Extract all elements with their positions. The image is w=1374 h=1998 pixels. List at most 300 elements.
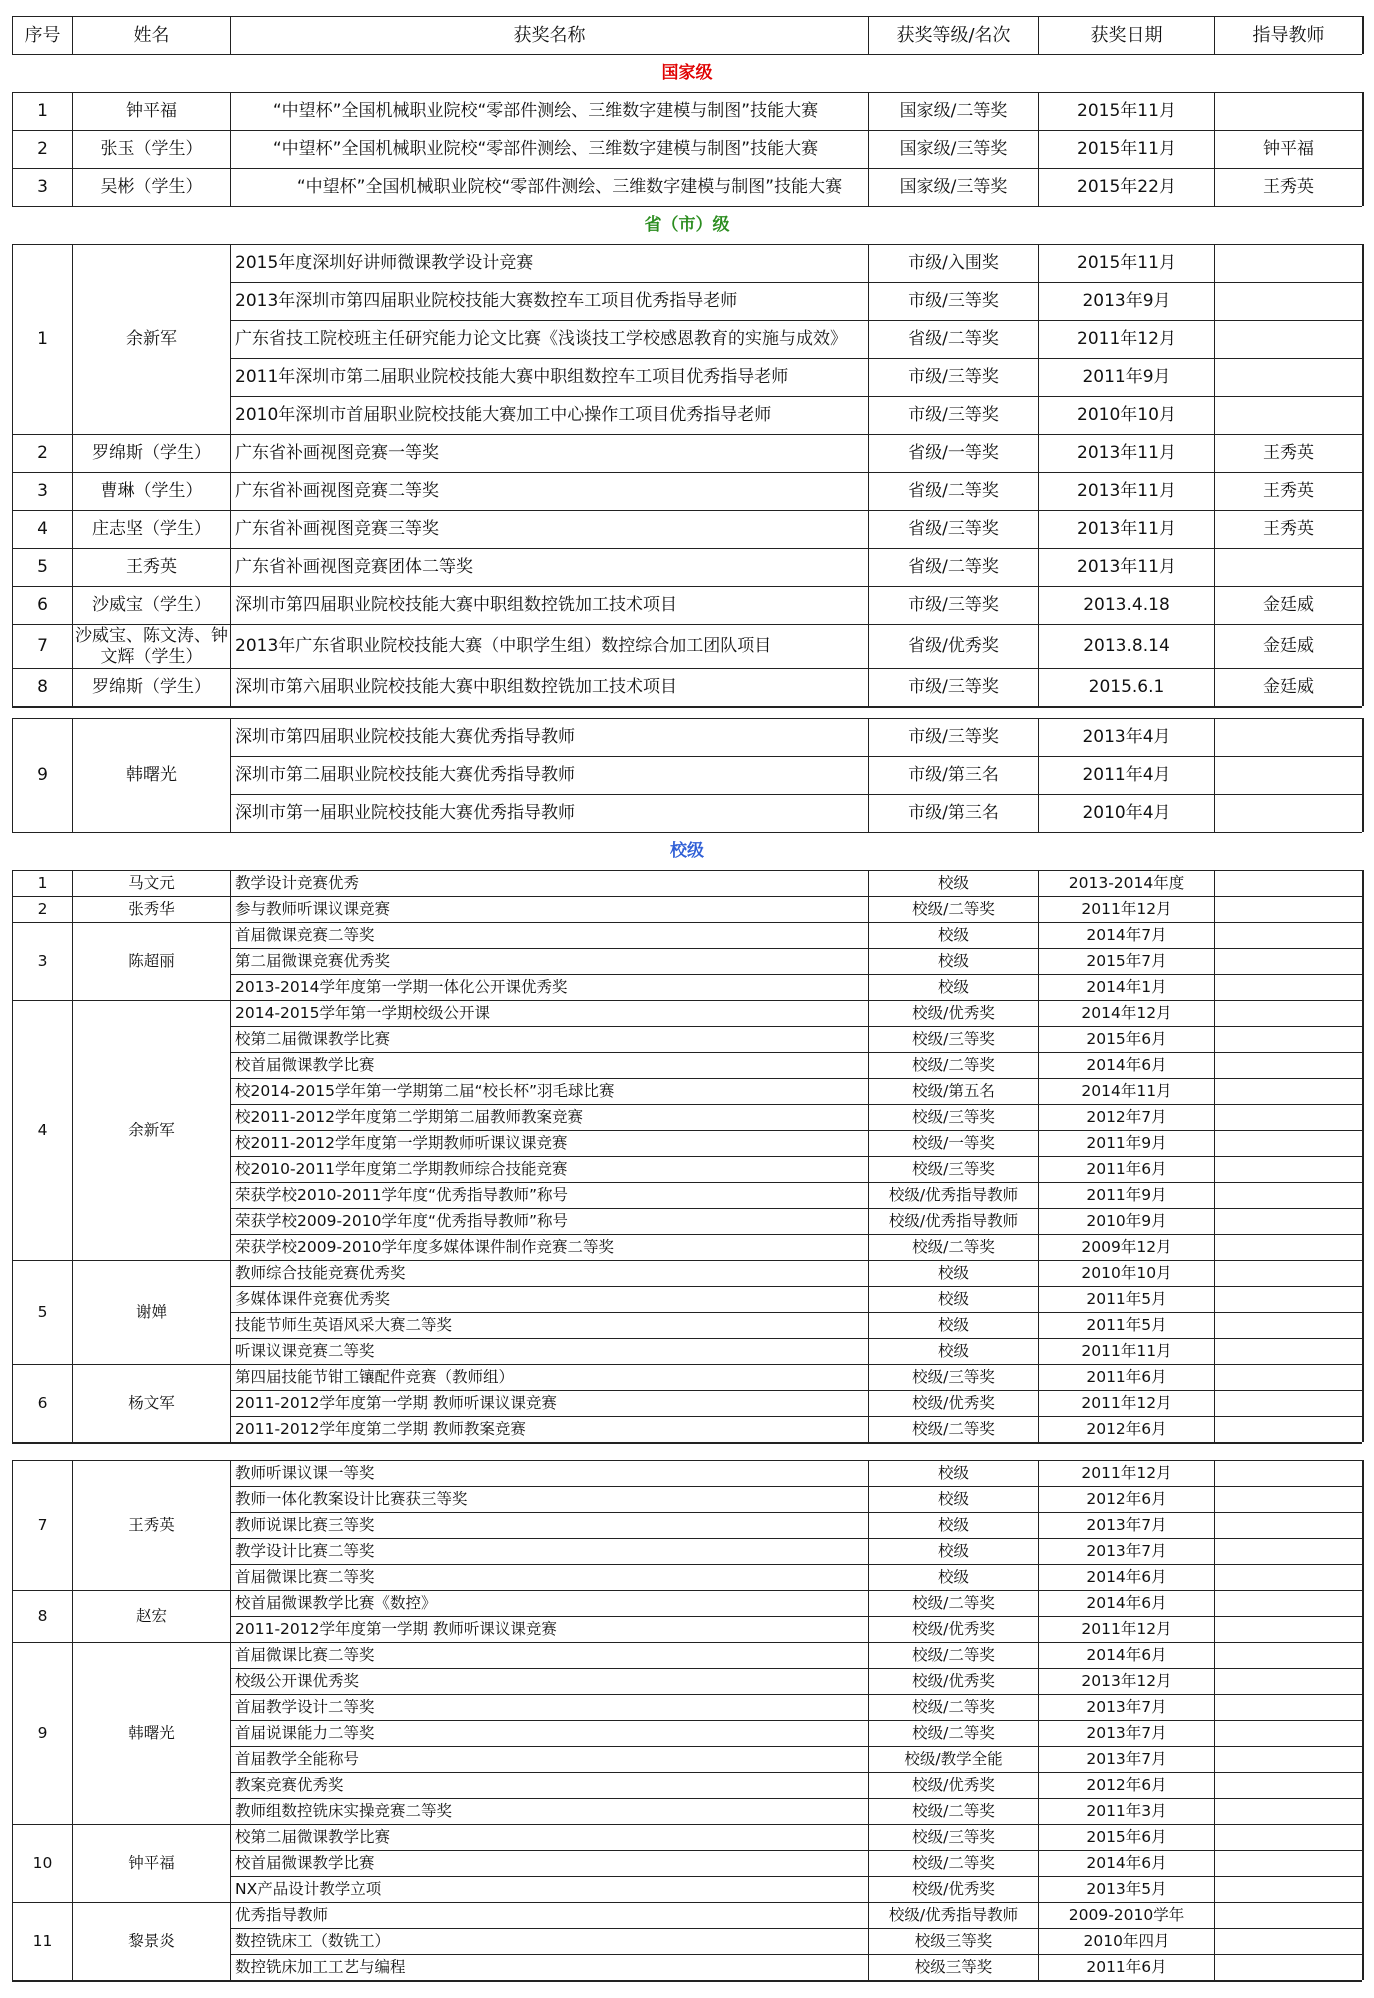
row-number: 6 <box>12 586 72 624</box>
advisor-teacher <box>1214 1338 1362 1364</box>
row-number: 5 <box>12 548 72 586</box>
award-level: 市级/三等奖 <box>868 668 1038 706</box>
header-name: 姓名 <box>72 16 230 54</box>
award-name: 第二届微课竞赛优秀奖 <box>230 948 868 974</box>
award-name: 校2010-2011学年度第二学期教师综合技能竞赛 <box>230 1156 868 1182</box>
award-name: 教师说课比赛三等奖 <box>230 1512 868 1538</box>
advisor-teacher <box>1214 1052 1362 1078</box>
award-date: 2014年7月 <box>1038 922 1214 948</box>
award-date: 2011年12月 <box>1038 896 1214 922</box>
row-number: 11 <box>12 1902 72 1980</box>
advisor-teacher <box>1214 1460 1362 1486</box>
award-level: 校级/优秀奖 <box>868 1772 1038 1798</box>
row-number: 3 <box>12 168 72 206</box>
person-name: 张秀华 <box>72 896 230 922</box>
person-name: 吴彬（学生） <box>72 168 230 206</box>
award-level: 校级/三等奖 <box>868 1026 1038 1052</box>
advisor-teacher <box>1214 1208 1362 1234</box>
advisor-teacher <box>1214 922 1362 948</box>
award-name: 首届教学设计二等奖 <box>230 1694 868 1720</box>
advisor-teacher <box>1214 1364 1362 1390</box>
award-name: 首届微课比赛二等奖 <box>230 1564 868 1590</box>
award-level: 市级/入围奖 <box>868 244 1038 282</box>
advisor-teacher <box>1214 1538 1362 1564</box>
advisor-teacher <box>1214 1026 1362 1052</box>
advisor-teacher <box>1214 1798 1362 1824</box>
grid-line <box>1362 472 1364 510</box>
award-date: 2011年11月 <box>1038 1338 1214 1364</box>
row-number: 1 <box>12 244 72 434</box>
person-name: 马文元 <box>72 870 230 896</box>
grid-line <box>1362 358 1364 396</box>
award-date: 2014年6月 <box>1038 1590 1214 1616</box>
row-number: 2 <box>12 130 72 168</box>
award-level: 省级/三等奖 <box>868 510 1038 548</box>
award-date: 2010年四月 <box>1038 1928 1214 1954</box>
grid-line <box>1362 1720 1364 1746</box>
award-date: 2011年9月 <box>1038 1130 1214 1156</box>
award-date: 2011年9月 <box>1038 1182 1214 1208</box>
award-name: “中望杯”全国机械职业院校“零部件测绘、三维数字建模与制图”技能大赛 <box>230 168 868 206</box>
award-level: 国家级/三等奖 <box>868 168 1038 206</box>
grid-line <box>1362 1798 1364 1824</box>
award-level: 校级/二等奖 <box>868 1694 1038 1720</box>
award-date: 2011年4月 <box>1038 756 1214 794</box>
person-name: 余新军 <box>72 1000 230 1260</box>
award-level: 校级 <box>868 974 1038 1000</box>
award-name: 多媒体课件竞赛优秀奖 <box>230 1286 868 1312</box>
grid-line <box>1362 1260 1364 1286</box>
award-date: 2013年7月 <box>1038 1694 1214 1720</box>
grid-line <box>1362 1772 1364 1798</box>
award-name: 首届教学全能称号 <box>230 1746 868 1772</box>
award-name: 优秀指导教师 <box>230 1902 868 1928</box>
advisor-teacher <box>1214 1390 1362 1416</box>
award-name: 深圳市第六届职业院校技能大赛中职组数控铣加工技术项目 <box>230 668 868 706</box>
row-number: 4 <box>12 510 72 548</box>
advisor-teacher <box>1214 1234 1362 1260</box>
award-level: 校级/二等奖 <box>868 896 1038 922</box>
award-level: 校级/优秀奖 <box>868 1616 1038 1642</box>
award-date: 2011年12月 <box>1038 1616 1214 1642</box>
row-number: 7 <box>12 1460 72 1590</box>
advisor-teacher <box>1214 1616 1362 1642</box>
award-date: 2010年10月 <box>1038 1260 1214 1286</box>
award-date: 2013年12月 <box>1038 1668 1214 1694</box>
award-level: 校级/二等奖 <box>868 1720 1038 1746</box>
grid-line <box>1362 1668 1364 1694</box>
grid-line <box>1362 1182 1364 1208</box>
award-date: 2011年12月 <box>1038 1390 1214 1416</box>
award-level: 校级/二等奖 <box>868 1798 1038 1824</box>
grid-line <box>1362 1364 1364 1390</box>
award-date: 2013.8.14 <box>1038 624 1214 668</box>
advisor-teacher <box>1214 1130 1362 1156</box>
advisor-teacher: 王秀英 <box>1214 510 1362 548</box>
award-date: 2013年7月 <box>1038 1746 1214 1772</box>
person-name: 庄志坚（学生） <box>72 510 230 548</box>
person-name: 黎景炎 <box>72 1902 230 1980</box>
award-name: “中望杯”全国机械职业院校“零部件测绘、三维数字建模与制图”技能大赛 <box>230 130 868 168</box>
award-level: 校级 <box>868 1538 1038 1564</box>
grid-line <box>1362 1902 1364 1928</box>
award-date: 2013年11月 <box>1038 548 1214 586</box>
award-date: 2015年7月 <box>1038 948 1214 974</box>
award-date: 2013年9月 <box>1038 282 1214 320</box>
award-level: 校级/二等奖 <box>868 1850 1038 1876</box>
award-name: 校2011-2012学年度第二学期第二届教师教案竞赛 <box>230 1104 868 1130</box>
award-level: 校级/优秀指导教师 <box>868 1182 1038 1208</box>
grid-line <box>1362 1694 1364 1720</box>
advisor-teacher <box>1214 1642 1362 1668</box>
person-name: 钟平福 <box>72 1824 230 1902</box>
award-name: 广东省技工院校班主任研究能力论文比赛《浅谈技工学校感恩教育的实施与成效》 <box>230 320 868 358</box>
award-name: 2015年度深圳好讲师微课教学设计竞赛 <box>230 244 868 282</box>
advisor-teacher <box>1214 1668 1362 1694</box>
award-level: 省级/二等奖 <box>868 320 1038 358</box>
award-level: 国家级/三等奖 <box>868 130 1038 168</box>
award-name: “中望杯”全国机械职业院校“零部件测绘、三维数字建模与制图”技能大赛 <box>230 92 868 130</box>
award-date: 2011年5月 <box>1038 1286 1214 1312</box>
award-date: 2015年11月 <box>1038 244 1214 282</box>
person-name: 王秀英 <box>72 1460 230 1590</box>
award-date: 2011年9月 <box>1038 358 1214 396</box>
award-level: 校级/第五名 <box>868 1078 1038 1104</box>
award-date: 2015.6.1 <box>1038 668 1214 706</box>
grid-line <box>1362 1338 1364 1364</box>
award-date: 2014年11月 <box>1038 1078 1214 1104</box>
award-date: 2012年7月 <box>1038 1104 1214 1130</box>
award-date: 2015年11月 <box>1038 130 1214 168</box>
award-name: 深圳市第四届职业院校技能大赛中职组数控铣加工技术项目 <box>230 586 868 624</box>
award-level: 市级/三等奖 <box>868 718 1038 756</box>
award-date: 2013年11月 <box>1038 510 1214 548</box>
grid-line <box>1362 1026 1364 1052</box>
header-award: 获奖名称 <box>230 16 868 54</box>
header-date: 获奖日期 <box>1038 16 1214 54</box>
advisor-teacher <box>1214 244 1362 282</box>
award-date: 2014年12月 <box>1038 1000 1214 1026</box>
advisor-teacher <box>1214 1954 1362 1980</box>
award-date: 2013年4月 <box>1038 718 1214 756</box>
grid-line <box>1362 1876 1364 1902</box>
person-name: 王秀英 <box>72 548 230 586</box>
person-name: 钟平福 <box>72 92 230 130</box>
award-name: 2010年深圳市首届职业院校技能大赛加工中心操作工项目优秀指导老师 <box>230 396 868 434</box>
section-title-provincial: 省（市）级 <box>12 206 1362 244</box>
award-name: 教学设计比赛二等奖 <box>230 1538 868 1564</box>
grid-line <box>1362 244 1364 282</box>
grid-line <box>1362 1850 1364 1876</box>
award-name: 校首届微课教学比赛《数控》 <box>230 1590 868 1616</box>
advisor-teacher: 王秀英 <box>1214 434 1362 472</box>
advisor-teacher <box>1214 1928 1362 1954</box>
award-date: 2011年6月 <box>1038 1156 1214 1182</box>
award-level: 校级 <box>868 1486 1038 1512</box>
award-name: 教学设计竞赛优秀 <box>230 870 868 896</box>
grid-line <box>1362 624 1364 668</box>
award-date: 2015年11月 <box>1038 92 1214 130</box>
row-number: 1 <box>12 870 72 896</box>
award-date: 2014年6月 <box>1038 1052 1214 1078</box>
person-name: 杨文军 <box>72 1364 230 1442</box>
grid-line <box>1362 1642 1364 1668</box>
section-title-national: 国家级 <box>12 54 1362 92</box>
advisor-teacher <box>1214 1694 1362 1720</box>
advisor-teacher <box>1214 358 1362 396</box>
award-date: 2013年5月 <box>1038 1876 1214 1902</box>
award-name: 校2011-2012学年度第一学期教师听课议课竞赛 <box>230 1130 868 1156</box>
award-level: 校级 <box>868 922 1038 948</box>
row-number: 3 <box>12 922 72 1000</box>
row-number: 8 <box>12 1590 72 1642</box>
award-name: 校第二届微课教学比赛 <box>230 1026 868 1052</box>
award-name: 2011-2012学年度第二学期 教师教案竞赛 <box>230 1416 868 1442</box>
advisor-teacher: 王秀英 <box>1214 168 1362 206</box>
award-level: 市级/三等奖 <box>868 282 1038 320</box>
award-name: 教师组数控铣床实操竞赛二等奖 <box>230 1798 868 1824</box>
grid-line <box>1362 1486 1364 1512</box>
award-name: 首届微课竞赛二等奖 <box>230 922 868 948</box>
award-level: 省级/二等奖 <box>868 472 1038 510</box>
award-level: 校级/优秀指导教师 <box>868 1902 1038 1928</box>
award-level: 省级/一等奖 <box>868 434 1038 472</box>
award-level: 校级/优秀奖 <box>868 1390 1038 1416</box>
award-name: 广东省补画视图竞赛团体二等奖 <box>230 548 868 586</box>
advisor-teacher <box>1214 1000 1362 1026</box>
award-date: 2013年11月 <box>1038 434 1214 472</box>
grid-line <box>1362 948 1364 974</box>
grid-line <box>1362 1312 1364 1338</box>
grid-line <box>1362 1000 1364 1026</box>
award-name: 2011-2012学年度第一学期 教师听课议课竞赛 <box>230 1616 868 1642</box>
advisor-teacher <box>1214 1564 1362 1590</box>
award-level: 校级 <box>868 948 1038 974</box>
grid-line <box>1362 1538 1364 1564</box>
award-date: 2009-2010学年 <box>1038 1902 1214 1928</box>
award-date: 2010年9月 <box>1038 1208 1214 1234</box>
row-number: 2 <box>12 896 72 922</box>
award-date: 2013年7月 <box>1038 1720 1214 1746</box>
grid-line <box>1362 1130 1364 1156</box>
award-name: 教师综合技能竞赛优秀奖 <box>230 1260 868 1286</box>
advisor-teacher <box>1214 1512 1362 1538</box>
person-name: 谢婵 <box>72 1260 230 1364</box>
award-date: 2010年4月 <box>1038 794 1214 832</box>
award-name: 校级公开课优秀奖 <box>230 1668 868 1694</box>
person-name: 沙威宝、陈文涛、钟文辉（学生） <box>72 624 230 668</box>
advisor-teacher <box>1214 1772 1362 1798</box>
row-number: 6 <box>12 1364 72 1442</box>
advisor-teacher <box>1214 794 1362 832</box>
advisor-teacher <box>1214 1416 1362 1442</box>
row-number: 1 <box>12 92 72 130</box>
award-level: 校级 <box>868 1460 1038 1486</box>
person-name: 韩曙光 <box>72 718 230 832</box>
award-date: 2011年6月 <box>1038 1364 1214 1390</box>
award-level: 省级/二等奖 <box>868 548 1038 586</box>
award-level: 市级/第三名 <box>868 794 1038 832</box>
grid-line <box>12 706 1362 708</box>
award-level: 国家级/二等奖 <box>868 92 1038 130</box>
award-level: 校级/优秀指导教师 <box>868 1208 1038 1234</box>
row-number: 5 <box>12 1260 72 1364</box>
advisor-teacher <box>1214 1746 1362 1772</box>
award-level: 市级/三等奖 <box>868 396 1038 434</box>
grid-line <box>1362 1052 1364 1078</box>
grid-line <box>1362 1564 1364 1590</box>
award-level: 校级 <box>868 1260 1038 1286</box>
grid-line <box>1362 718 1364 756</box>
grid-line <box>1362 1928 1364 1954</box>
person-name: 罗绵斯（学生） <box>72 668 230 706</box>
award-level: 校级/三等奖 <box>868 1104 1038 1130</box>
award-name: 广东省补画视图竞赛三等奖 <box>230 510 868 548</box>
grid-line <box>1362 1078 1364 1104</box>
award-level: 校级/二等奖 <box>868 1234 1038 1260</box>
award-level: 校级 <box>868 1564 1038 1590</box>
advisor-teacher <box>1214 1902 1362 1928</box>
award-date: 2013年7月 <box>1038 1538 1214 1564</box>
award-level: 校级/优秀奖 <box>868 1000 1038 1026</box>
grid-line <box>1362 1824 1364 1850</box>
award-name: 参与教师听课议课竞赛 <box>230 896 868 922</box>
award-date: 2011年3月 <box>1038 1798 1214 1824</box>
header-no: 序号 <box>12 16 72 54</box>
award-level: 校级 <box>868 1312 1038 1338</box>
advisor-teacher <box>1214 320 1362 358</box>
award-level: 校级/二等奖 <box>868 1052 1038 1078</box>
person-name: 余新军 <box>72 244 230 434</box>
grid-line <box>1362 510 1364 548</box>
grid-line <box>1362 1104 1364 1130</box>
award-name: 深圳市第一届职业院校技能大赛优秀指导教师 <box>230 794 868 832</box>
grid-line <box>1362 282 1364 320</box>
award-date: 2015年6月 <box>1038 1824 1214 1850</box>
award-level: 校级/优秀奖 <box>868 1668 1038 1694</box>
award-level: 校级/二等奖 <box>868 1590 1038 1616</box>
grid-line <box>1362 794 1364 832</box>
advisor-teacher <box>1214 282 1362 320</box>
award-level: 市级/第三名 <box>868 756 1038 794</box>
grid-line <box>1362 1208 1364 1234</box>
person-name: 罗绵斯（学生） <box>72 434 230 472</box>
award-level: 校级/优秀奖 <box>868 1876 1038 1902</box>
person-name: 韩曙光 <box>72 1642 230 1824</box>
award-date: 2014年6月 <box>1038 1850 1214 1876</box>
award-name: 荣获学校2009-2010学年度“优秀指导教师”称号 <box>230 1208 868 1234</box>
award-name: 校首届微课教学比赛 <box>230 1052 868 1078</box>
award-date: 2009年12月 <box>1038 1234 1214 1260</box>
grid-line <box>12 1442 1362 1444</box>
award-name: 深圳市第二届职业院校技能大赛优秀指导教师 <box>230 756 868 794</box>
award-name: 校第二届微课教学比赛 <box>230 1824 868 1850</box>
award-level: 校级/一等奖 <box>868 1130 1038 1156</box>
person-name: 张玉（学生） <box>72 130 230 168</box>
advisor-teacher <box>1214 548 1362 586</box>
grid-line <box>1362 896 1364 922</box>
grid-line <box>1362 870 1364 896</box>
grid-line <box>1362 92 1364 130</box>
advisor-teacher: 王秀英 <box>1214 472 1362 510</box>
award-level: 校级/三等奖 <box>868 1364 1038 1390</box>
award-date: 2012年6月 <box>1038 1772 1214 1798</box>
header-teacher: 指导教师 <box>1214 16 1362 54</box>
advisor-teacher <box>1214 1156 1362 1182</box>
award-level: 校级三等奖 <box>868 1928 1038 1954</box>
grid-line <box>1362 1234 1364 1260</box>
award-name: 技能节师生英语风采大赛二等奖 <box>230 1312 868 1338</box>
advisor-teacher <box>1214 1286 1362 1312</box>
award-date: 2015年6月 <box>1038 1026 1214 1052</box>
award-name: 广东省补画视图竞赛二等奖 <box>230 472 868 510</box>
award-level: 校级/二等奖 <box>868 1416 1038 1442</box>
award-name: 荣获学校2009-2010学年度多媒体课件制作竞赛二等奖 <box>230 1234 868 1260</box>
award-level: 省级/优秀奖 <box>868 624 1038 668</box>
advisor-teacher <box>1214 92 1362 130</box>
award-name: 数控铣床加工工艺与编程 <box>230 1954 868 1980</box>
advisor-teacher <box>1214 1824 1362 1850</box>
award-name: 校2014-2015学年第一学期第二届“校长杯”羽毛球比赛 <box>230 1078 868 1104</box>
award-name: 首届微课比赛二等奖 <box>230 1642 868 1668</box>
award-name: 深圳市第四届职业院校技能大赛优秀指导教师 <box>230 718 868 756</box>
award-name: 2013年广东省职业院校技能大赛（中职学生组）数控综合加工团队项目 <box>230 624 868 668</box>
header-level: 获奖等级/名次 <box>868 16 1038 54</box>
grid-line <box>12 1980 1362 1982</box>
award-level: 校级 <box>868 1512 1038 1538</box>
grid-line <box>1362 1460 1364 1486</box>
row-number: 8 <box>12 668 72 706</box>
grid-line <box>1362 1590 1364 1616</box>
award-name: 教案竞赛优秀奖 <box>230 1772 868 1798</box>
section-title-school: 校级 <box>12 832 1362 870</box>
award-date: 2014年6月 <box>1038 1564 1214 1590</box>
advisor-teacher <box>1214 870 1362 896</box>
award-name: 教师一体化教案设计比赛获三等奖 <box>230 1486 868 1512</box>
grid-line <box>1362 16 1364 54</box>
person-name: 沙威宝（学生） <box>72 586 230 624</box>
grid-line <box>1362 1616 1364 1642</box>
advisor-teacher <box>1214 1104 1362 1130</box>
award-level: 市级/三等奖 <box>868 358 1038 396</box>
grid-line <box>1362 320 1364 358</box>
row-number: 9 <box>12 1642 72 1824</box>
person-name: 赵宏 <box>72 1590 230 1642</box>
award-date: 2015年22月 <box>1038 168 1214 206</box>
grid-line <box>1362 1390 1364 1416</box>
award-name: 数控铣床工（数铣工） <box>230 1928 868 1954</box>
advisor-teacher <box>1214 1260 1362 1286</box>
award-level: 校级 <box>868 1338 1038 1364</box>
grid-line <box>1362 756 1364 794</box>
award-name: 荣获学校2010-2011学年度“优秀指导教师”称号 <box>230 1182 868 1208</box>
advisor-teacher <box>1214 1182 1362 1208</box>
award-level: 市级/三等奖 <box>868 586 1038 624</box>
award-date: 2011年6月 <box>1038 1954 1214 1980</box>
grid-line <box>1362 1286 1364 1312</box>
award-name: 2013年深圳市第四届职业院校技能大赛数控车工项目优秀指导老师 <box>230 282 868 320</box>
award-name: 2011-2012学年度第一学期 教师听课议课竞赛 <box>230 1390 868 1416</box>
advisor-teacher <box>1214 974 1362 1000</box>
grid-line <box>1362 1954 1364 1980</box>
grid-line <box>1362 396 1364 434</box>
advisor-teacher <box>1214 1590 1362 1616</box>
advisor-teacher <box>1214 1312 1362 1338</box>
award-name: 校首届微课教学比赛 <box>230 1850 868 1876</box>
award-date: 2014年1月 <box>1038 974 1214 1000</box>
person-name: 陈超丽 <box>72 922 230 1000</box>
award-name: 教师听课议课一等奖 <box>230 1460 868 1486</box>
